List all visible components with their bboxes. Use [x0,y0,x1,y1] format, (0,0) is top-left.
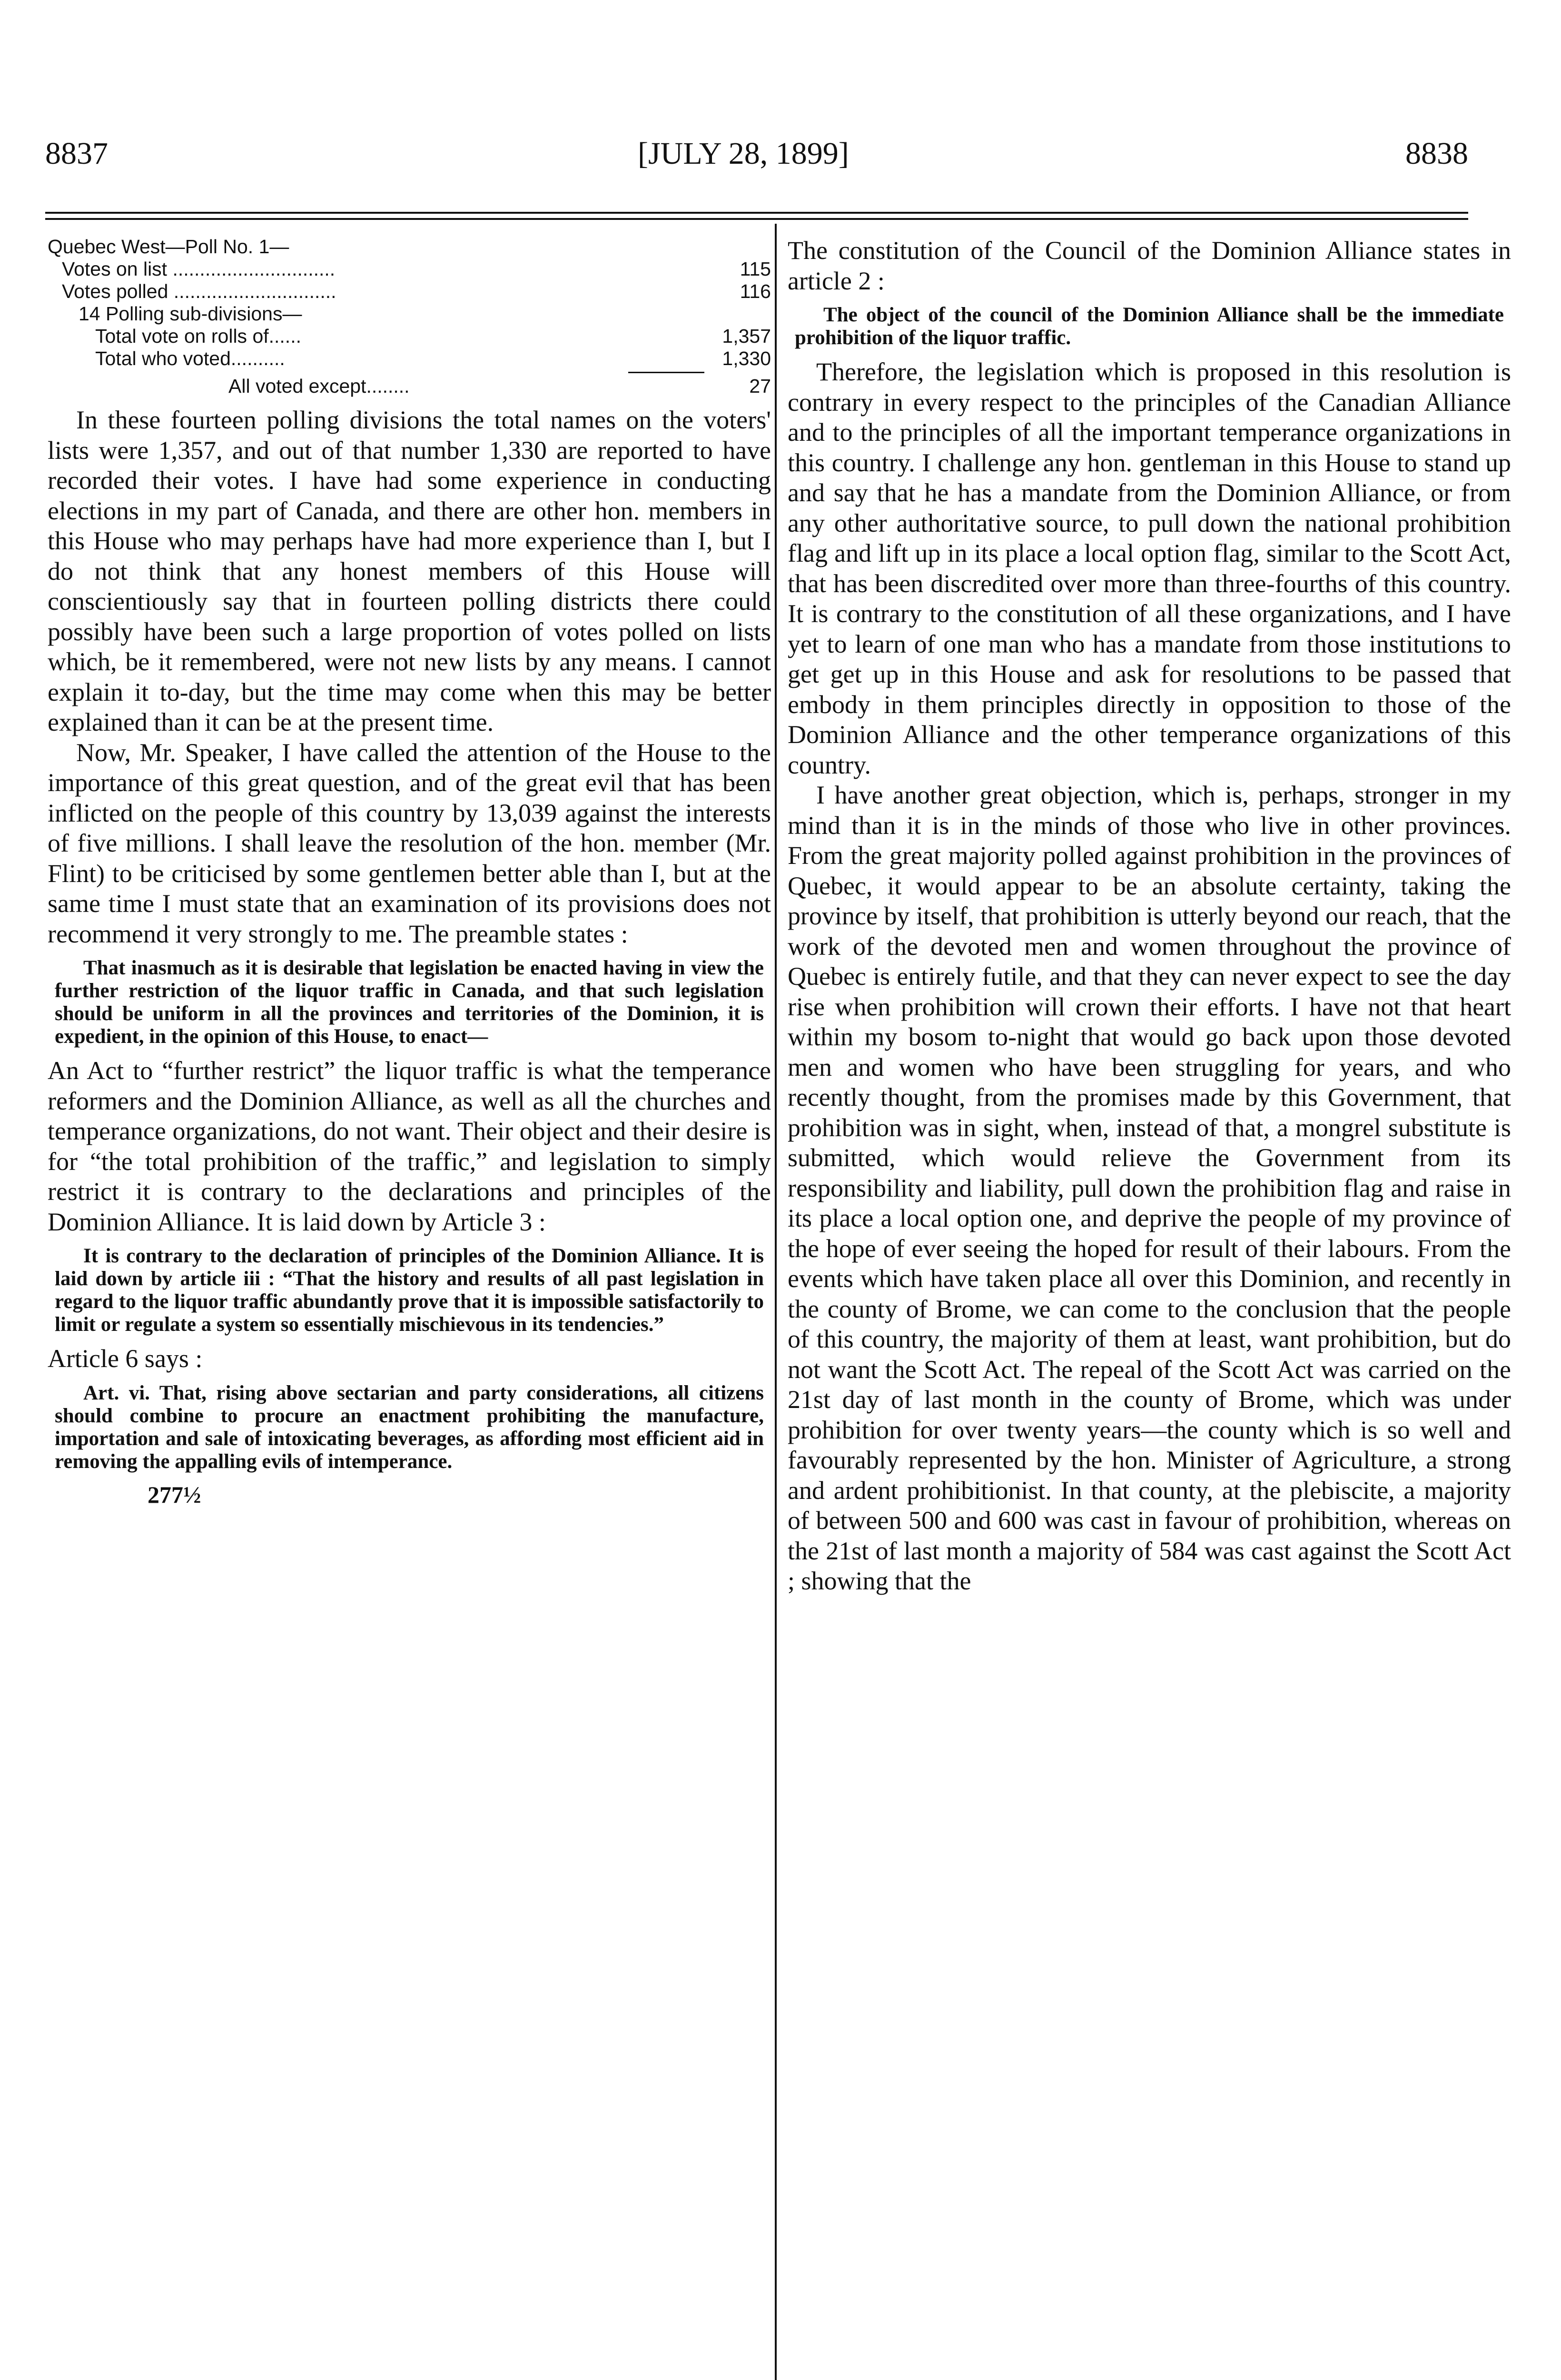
paragraph: Now, Mr. Speaker, I have called the attention of the House to the importance of this great question, and of the great evil that has been inflicted on the people of this country by 13,039 against the interests of five millions. I shall leave the resolution of the hon. member (Mr. Flint) to be criticised by some gentlemen better able than I, but at the same time I must state that an examination of its provisions does not recommend it very strongly to me. The preamble states : [48,738,771,948]
header-date: [JULY 28, 1899] [638,136,849,171]
paragraph: An Act to “further restrict” the liquor traffic is what the temperance reformers and the Dominion Alliance, as well as all the churches and temperance organizations, do not want. Their object and their desire is for “the total prohibition of the traffic,” and legislation to simply restrict it is contrary to the declarations and principles of the Dominion Alliance. It is laid down by Article 3 : [48,1056,771,1236]
poll-row-total-voted: Total who voted.......... 1,330 [95,347,771,369]
poll-row-subdivisions: 14 Polling sub-divisions— [79,303,302,325]
page-header [45,136,1468,188]
left-column [48,236,771,2380]
table-sum-rule [628,372,704,373]
poll-row-total-rolls: Total vote on rolls of...... 1,357 [95,325,771,347]
poll-row-votes-on-list: Votes on list .............................. 115 [62,258,771,280]
block-quote: That inasmuch as it is desirable that legislation be enacted having in view the further restriction of the liquor traffic in Canada, and that such legislation should be uniform in all the provinces and territories of the Dominion, it is expedient, in the opinion of this House, to enact— [55,957,764,1048]
header-rule-bottom [45,218,1468,220]
column-divider [775,224,777,2380]
right-page-number: 8838 [1405,136,1468,171]
poll-row-votes-polled: Votes polled .............................. 116 [62,280,771,302]
block-quote: Art. vi. That, rising above sectarian and party considerations, all citizens should combine to procure an enactment prohibiting the manufacture, importation and sale of intoxicating beverages, as affording most efficient aid in removing the appalling evils of intemperance. [55,1381,764,1473]
paragraph: Article 6 says : [48,1344,203,1373]
left-page-number: 8837 [45,136,108,171]
block-quote: The object of the council of the Dominion Alliance shall be the immediate prohibition of the liquor traffic. [795,304,1504,349]
poll-row-all-voted: All voted except........ 27 [228,375,771,397]
right-column [788,236,1511,2380]
header-rule-top [45,212,1468,214]
poll-table-title: Quebec West—Poll No. 1— [48,236,289,258]
poll-table [48,236,771,397]
signature-mark: 277½ [148,1481,201,1508]
block-quote: It is contrary to the declaration of principles of the Dominion Alliance. It is laid down by article iii : “That the history and results of all past legislation in regard to the liquor traffic abundantly prove that it is impossible satisfactorily to limit or regulate a system so essentially mischievous in its tendencies.” [55,1245,764,1336]
paragraph: I have another great objection, which is, perhaps, stronger in my mind than it is in the minds of those who live in other provinces. From the great majority polled against prohibition in the provinces of Quebec, it would appear to be an absolute certainty, taking the province by itself, that prohibition is utterly beyond our reach, that the work of the devoted men and women throughout the province of Quebec is entirely futile, and that they can never expect to see the day rise when prohibition will crown their efforts. I have not that heart within my bosom to-night that would go back upon those devoted men and women who have been struggling for years, and who recently thought, from the promises made by this Government, that prohibition was in sight, when, instead of that, a mongrel substitute is submitted, which would relieve the Government from its responsibility and liability, pull down the prohibition flag and raise in its place a local option one, and deprive the people of my province of the hope of ever seeing the hoped for result of their labours. From the events which have taken place all over this Dominion, and recently in the county of Brome, we can come to the conclusion that the people of this country, the majority of them at least, want prohibition, but do not want the Scott Act. The repeal of the Scott Act was carried on the 21st day of last month in the county of Brome, which was under prohibition for over twenty years—the county which is so well and favourably represented by the hon. Minister of Agriculture, a strong and ardent prohibitionist. In that county, at the plebiscite, a majority of between 500 and 600 was cast in favour of prohibition, whereas on the 21st of last month a majority of 584 was cast against the Scott Act ; showing that the [788,781,1511,1595]
paragraph: Therefore, the legislation which is proposed in this resolution is contrary in every respect to the principles of the Canadian Alliance and to the principles of all the important temperance organizations in this country. I challenge any hon. gentleman in this House to stand up and say that he has a mandate from the Dominion Alliance, or from any other authoritative source, to pull down the national prohibition flag and lift up in its place a local option flag, similar to the Scott Act, that has been discredited over more than three-fourths of this country. It is contrary to the constitution of all these organizations, and I have yet to learn of one man who has a mandate from those institutions to get get up in this House and ask for resolutions to be passed that embody in them principles directly in opposition to those of the Dominion Alliance and the other temperance organizations of this country. [788,357,1511,779]
paragraph: In these fourteen polling divisions the total names on the voters' lists were 1,357, and out of that number 1,330 are reported to have recorded their votes. I have had some experience in conducting elections in my part of Canada, and there are other hon. members in this House who may perhaps have had more experience than I, but I do not think that any honest members of this House will conscientiously say that in fourteen polling districts there could possibly have been such a large proportion of votes polled on lists which, be it remembered, were not new lists by any means. I cannot explain it to-day, but the time may come when this may be better explained than it can be at the present time. [48,406,771,736]
paragraph: The constitution of the Council of the Dominion Alliance states in article 2 : [788,236,1511,295]
